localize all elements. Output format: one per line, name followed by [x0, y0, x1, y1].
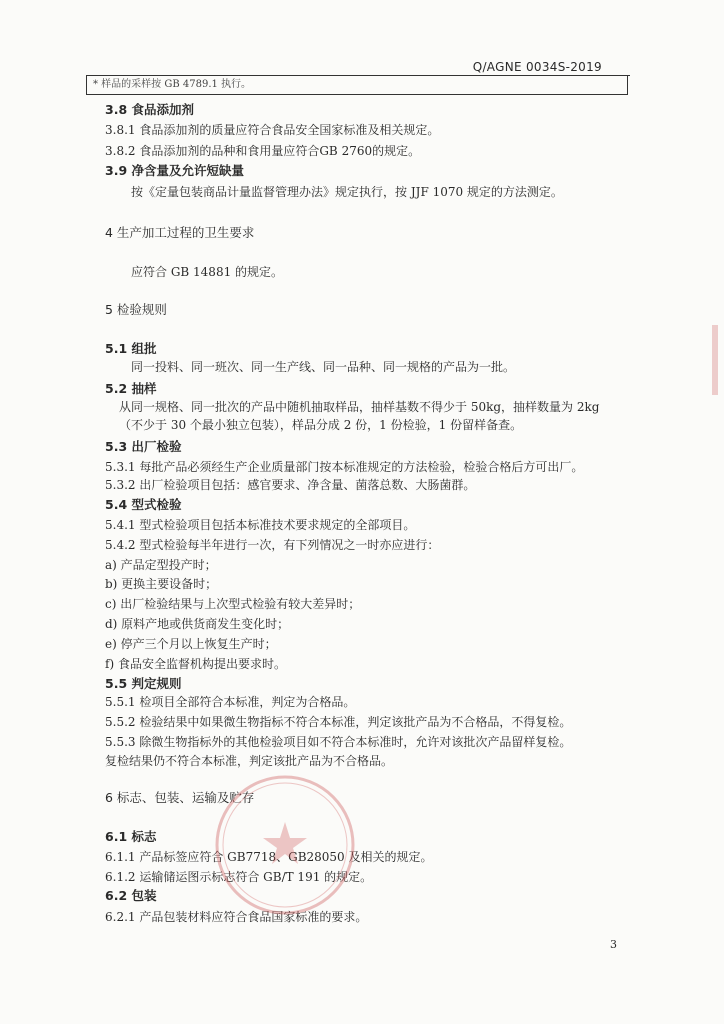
section-heading: 4 生产加工过程的卫生要求 [105, 225, 255, 240]
text-line: 从同一规格、同一批次的产品中随机抽取样品，抽样基数不得少于 50kg，抽样数量为 2kg [119, 400, 600, 414]
text-line: 5.3.1 每批产品必须经生产企业质量部门按本标准规定的方法检验，检验合格后方可出厂。 [105, 460, 584, 474]
text-line: 6.1.1 产品标签应符合 GB7718、GB28050 及相关的规定。 [105, 850, 433, 864]
text-line: 5.5.1 检项目全部符合本标准，判定为合格品。 [105, 695, 356, 709]
text-line: c) 出厂检验结果与上次型式检验有较大差异时； [105, 597, 361, 611]
company-seal [210, 770, 360, 920]
text-line: b) 更换主要设备时； [105, 577, 218, 591]
text-line: d) 原料产地或供货商发生变化时； [105, 617, 290, 631]
section-heading: 5.3 出厂检验 [105, 439, 182, 454]
text-line: 3.8.2 食品添加剂的品种和食用量应符合GB 2760的规定。 [105, 144, 421, 158]
section-heading: 6.2 包装 [105, 888, 157, 903]
text-line: 5.4.2 型式检验每半年进行一次，有下列情况之一时亦应进行： [105, 538, 440, 552]
text-line: 5.4.1 型式检验项目包括本标准技术要求规定的全部项目。 [105, 518, 416, 532]
text-line: a) 产品定型投产时； [105, 558, 217, 572]
table-note: * 样品的采样按 GB 4789.1 执行。 [86, 75, 628, 95]
section-heading: 5.4 型式检验 [105, 497, 182, 512]
side-seal-mark [712, 325, 718, 395]
text-line: 同一投料、同一班次、同一生产线、同一品种、同一规格的产品为一批。 [131, 360, 516, 374]
text-line: 5.3.2 出厂检验项目包括：感官要求、净含量、菌落总数、大肠菌群。 [105, 478, 476, 492]
text-line: 5.5.2 检验结果中如果微生物指标不符合本标准，判定该批产品为不合格品，不得复检。 [105, 715, 572, 729]
text-line: 复检结果仍不符合本标准，判定该批产品为不合格品。 [105, 754, 394, 768]
page-number: 3 [610, 938, 617, 951]
text-line: 5.5.3 除微生物指标外的其他检验项目如不符合本标准时，允许对该批次产品留样复检。 [105, 735, 572, 749]
section-heading: 5.5 判定规则 [105, 676, 182, 691]
section-heading: 6.1 标志 [105, 829, 157, 844]
text-line: 按《定量包装商品计量监督管理办法》规定执行，按 JJF 1070 规定的方法测定。 [131, 185, 563, 199]
text-line: 3.8.1 食品添加剂的质量应符合食品安全国家标准及相关规定。 [105, 123, 440, 137]
text-line: 6.1.2 运输储运图示标志符合 GB/T 191 的规定。 [105, 870, 373, 884]
section-heading: 5 检验规则 [105, 302, 167, 317]
section-heading: 3.9 净含量及允许短缺量 [105, 163, 244, 178]
document-code: Q/AGNE 0034S-2019 [472, 60, 602, 74]
text-line: 6.2.1 产品包装材料应符合食品国家标准的要求。 [105, 910, 368, 924]
section-heading: 3.8 食品添加剂 [105, 102, 194, 117]
text-line: （不少于 30 个最小独立包装），样品分成 2 份，1 份检验，1 份留样备查。 [119, 418, 523, 432]
text-line: 应符合 GB 14881 的规定。 [131, 265, 284, 279]
section-heading: 5.2 抽样 [105, 381, 157, 396]
text-line: e) 停产三个月以上恢复生产时； [105, 637, 277, 651]
section-heading: 6 标志、包装、运输及贮存 [105, 790, 255, 805]
text-line: f) 食品安全监督机构提出要求时。 [105, 657, 286, 671]
section-heading: 5.1 组批 [105, 341, 157, 356]
